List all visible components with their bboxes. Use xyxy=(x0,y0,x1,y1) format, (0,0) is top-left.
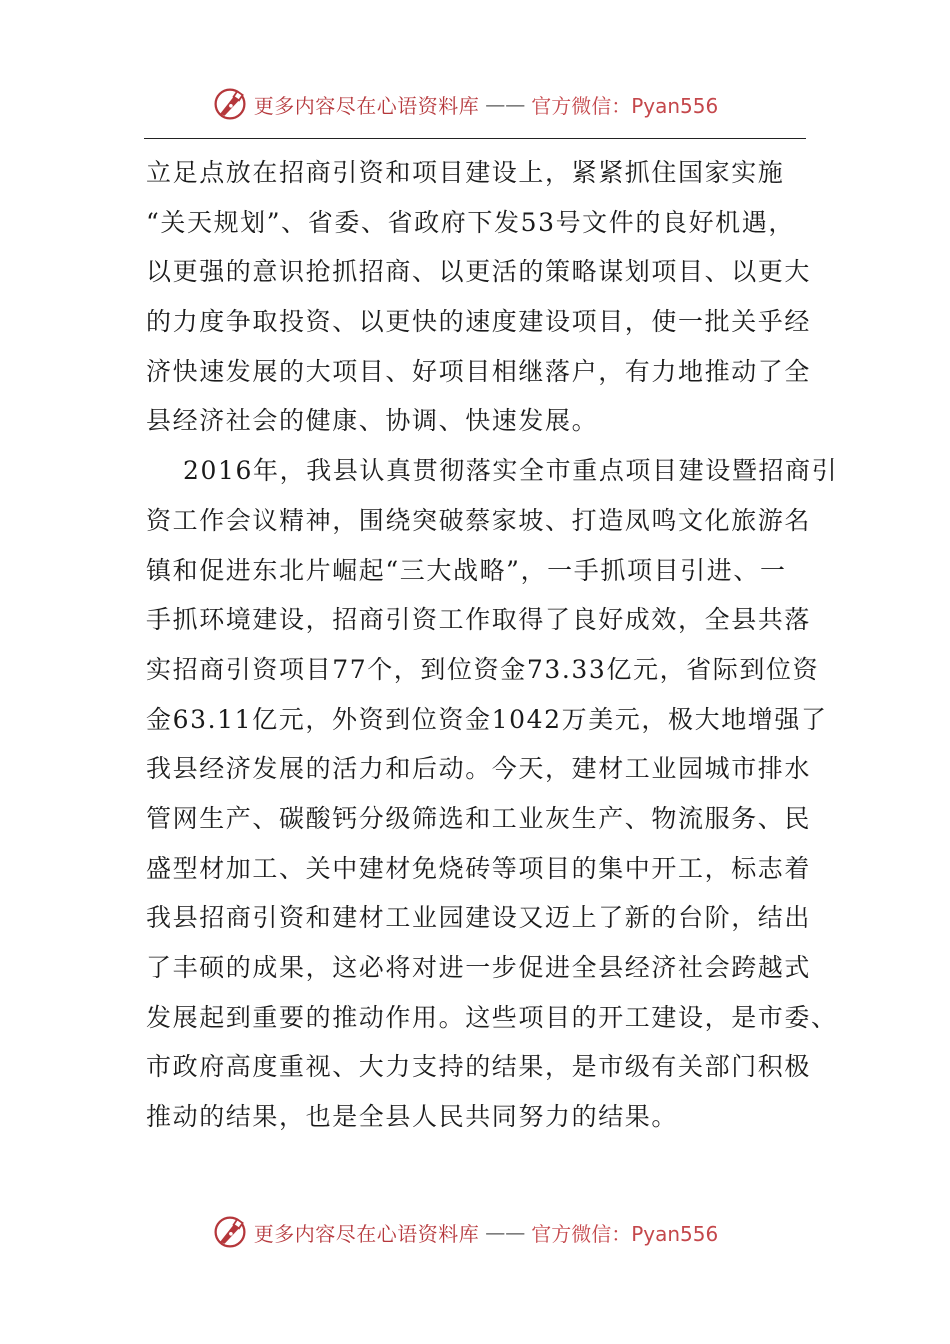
body-line: 实招商引资项目77个，到位资金73.33亿元，省际到位资 xyxy=(146,654,820,684)
body-line: 管网生产、碳酸钙分级筛选和工业灰生产、物流服务、民 xyxy=(146,803,812,833)
header-separator: —— xyxy=(485,92,526,116)
header-wechat-text: 官方微信：Pyan556 xyxy=(531,93,719,118)
footer-separator: —— xyxy=(485,1220,526,1244)
page-footer xyxy=(0,1210,950,1254)
footer-brand-text: 更多内容尽在心语资料库 xyxy=(253,1221,480,1246)
body-line: 立足点放在招商引资和项目建设上，紧紧抓住国家实施 xyxy=(146,158,785,187)
body-line: 金63.11亿元，外资到位资金1042万美元，极大地增强了 xyxy=(146,704,828,734)
body-line: 以更强的意识抢抓招商、以更活的策略谋划项目、以更大 xyxy=(146,257,812,287)
paragraph-start-line: 2016年，我县认真贯彻落实全市重点项目建设暨招商引 xyxy=(183,456,839,486)
footer-wechat-text: 官方微信：Pyan556 xyxy=(531,1221,719,1246)
body-line: 镇和促进东北片崛起“三大战略”，一手抓项目引进、一 xyxy=(146,555,787,585)
body-line: 手抓环境建设，招商引资工作取得了良好成效，全县共落 xyxy=(146,605,812,635)
body-line: 资工作会议精神，围绕突破蔡家坡、打造凤鸣文化旅游名 xyxy=(146,505,812,535)
page-header xyxy=(0,82,950,126)
pen-nib-logo-icon xyxy=(212,86,248,122)
body-line: 我县经济发展的活力和后动。今天，建材工业园城市排水 xyxy=(146,754,812,784)
document-body xyxy=(146,148,839,1142)
header-banner xyxy=(212,86,719,122)
body-line: 了丰硕的成果，这必将对进一步促进全县经济社会跨越式 xyxy=(146,953,812,982)
body-line: 的力度争取投资、以更快的速度建设项目，使一批关乎经 xyxy=(146,307,812,337)
header-brand-text: 更多内容尽在心语资料库 xyxy=(253,93,480,118)
body-line: 县经济社会的健康、协调、快速发展。 xyxy=(146,406,599,436)
body-line: 市政府高度重视、大力支持的结果，是市级有关部门积极 xyxy=(146,1052,812,1082)
body-line: 推动的结果，也是全县人民共同努力的结果。 xyxy=(146,1102,679,1132)
pen-nib-logo-icon xyxy=(212,1214,248,1250)
header-divider xyxy=(144,138,806,139)
body-line: “关天规划”、省委、省政府下发53号文件的良好机遇， xyxy=(146,207,795,237)
body-line: 我县招商引资和建材工业园建设又迈上了新的台阶，结出 xyxy=(146,903,812,933)
body-line: 发展起到重要的推动作用。这些项目的开工建设，是市委、 xyxy=(146,1002,838,1032)
body-line: 济快速发展的大项目、好项目相继落户，有力地推动了全 xyxy=(146,356,812,386)
footer-banner xyxy=(212,1214,719,1250)
body-line: 盛型材加工、关中建材免烧砖等项目的集中开工，标志着 xyxy=(146,853,812,883)
